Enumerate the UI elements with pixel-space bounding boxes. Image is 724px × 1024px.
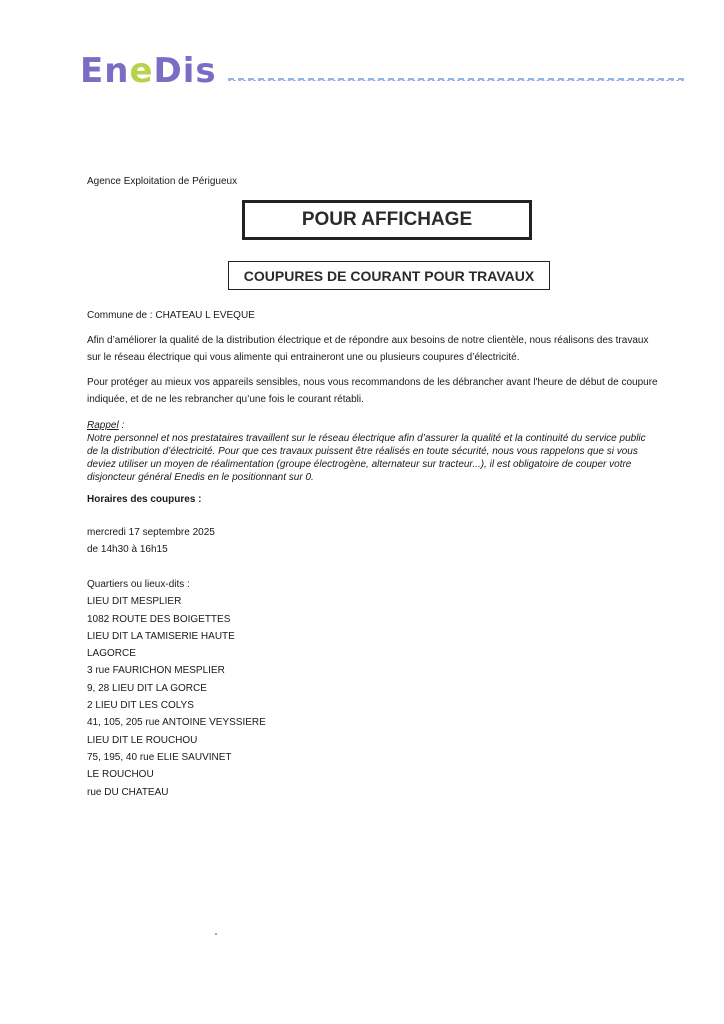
- rappel-line: de la distribution d’électricité. Pour que ces travaux puissent être réalisés en toute sécurité, nous vous rappelons que si vous: [87, 446, 638, 457]
- paragraph-protection: [87, 374, 687, 408]
- rappel-heading: [87, 419, 687, 432]
- rappel-label: Rappel: [87, 420, 119, 431]
- paragraph-protection-line: indiquée, et de ne les rebrancher qu’une fois le courant rétabli.: [87, 394, 364, 405]
- list-item: 2 LIEU DIT LES COLYS: [87, 700, 194, 712]
- rappel-line: disjoncteur général Enedis en le positionnant sur 0.: [87, 472, 314, 483]
- list-item: LAGORCE: [87, 648, 136, 660]
- title-box-sub: [228, 261, 550, 290]
- rappel-line: Notre personnel et nos prestataires travaillent sur le réseau électrique afin d’assurer la qualité et la continuité du service public: [87, 433, 646, 444]
- list-item: rue DU CHATEAU: [87, 786, 169, 798]
- list-item: LE ROUCHOU: [87, 769, 154, 781]
- list-item: LIEU DIT LA TAMISERIE HAUTE: [87, 630, 235, 642]
- list-item: 9, 28 LIEU DIT LA GORCE: [87, 682, 207, 694]
- logo-part-1: En: [80, 51, 130, 91]
- paragraph-protection-line: Pour protéger au mieux vos appareils sensibles, nous vous recommandons de les débrancher avant l'heure de début de coupure: [87, 377, 658, 388]
- list-item: LIEU DIT LE ROUCHOU: [87, 734, 198, 746]
- title-box-main: [242, 200, 532, 240]
- cut-hours: de 14h30 à 16h15: [87, 544, 168, 555]
- list-item: 1082 ROUTE DES BOIGETTES: [87, 613, 231, 625]
- rappel-colon: :: [118, 420, 125, 431]
- logo-part-2: e: [129, 51, 154, 91]
- commune-line: Commune de : CHATEAU L EVEQUE: [87, 310, 255, 321]
- paragraph-intro-line: sur le réseau électrique qui vous alimente qui entraineront une ou plusieurs coupures d’électricité.: [87, 352, 520, 363]
- logo-part-3: Dis: [153, 51, 217, 91]
- rappel-block: [87, 419, 687, 484]
- list-item: 75, 195, 40 rue ELIE SAUVINET: [87, 751, 232, 763]
- agency-name: Agence Exploitation de Périgueux: [87, 176, 238, 187]
- quartiers-label: Quartiers ou lieux-dits :: [87, 579, 190, 590]
- title-sub: COUPURES DE COURANT POUR TRAVAUX: [243, 267, 535, 284]
- quartiers-list: [87, 576, 266, 801]
- rappel-line: deviez utiliser un moyen de réalimentation (groupe électrogène, alternateur sur tracteur...), il est obligatoire de couper votre: [87, 459, 632, 470]
- title-main: POUR AFFICHAGE: [301, 209, 473, 230]
- list-item: 3 rue FAURICHON MESPLIER: [87, 665, 225, 677]
- header-rule-secondary: [228, 80, 684, 81]
- paragraph-intro-line: Afin d’améliorer la qualité de la distribution électrique et de répondre aux besoins de notre clientèle, nous réalisons des travaux: [87, 335, 649, 346]
- paragraph-intro: [87, 332, 687, 366]
- enedis-logo: [80, 53, 217, 89]
- list-item: 41, 105, 205 rue ANTOINE VEYSSIERE: [87, 717, 266, 729]
- horaires-title: Horaires des coupures :: [87, 494, 202, 505]
- list-item: LIEU DIT MESPLIER: [87, 596, 182, 608]
- scan-speck: [215, 933, 217, 935]
- cut-date: mercredi 17 septembre 2025: [87, 527, 215, 538]
